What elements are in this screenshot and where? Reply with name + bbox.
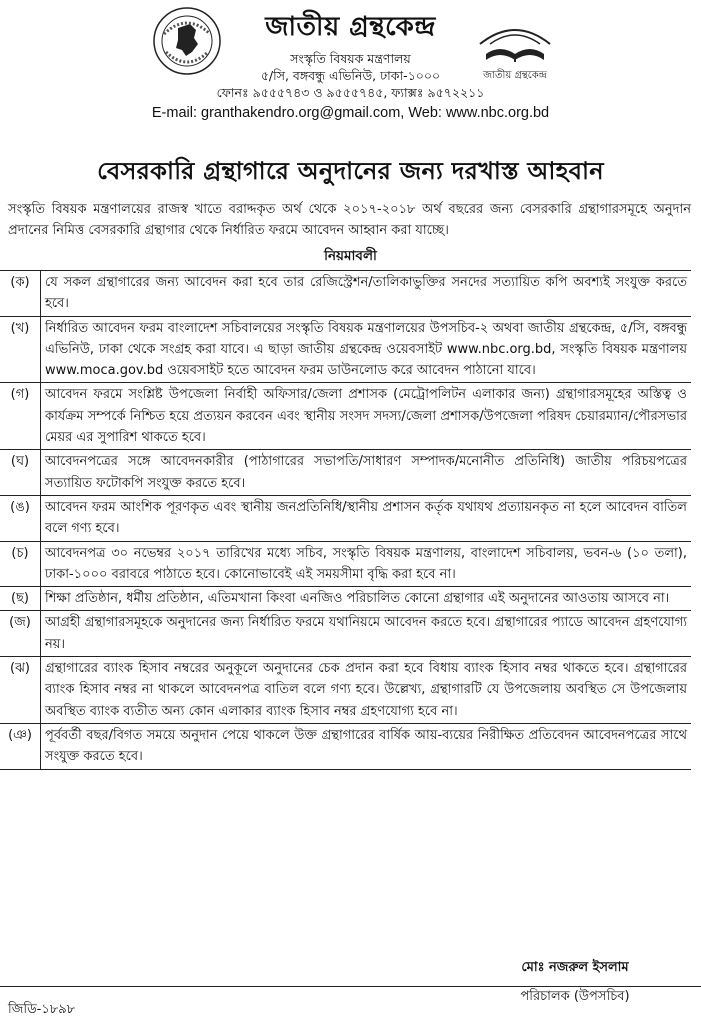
rule-number: (জ)	[9, 615, 31, 631]
signer-title: পরিচালক (উপসচিব)	[520, 989, 630, 1004]
rule-number: (ঘ)	[10, 454, 30, 470]
rule-text: গ্রন্থাগারের ব্যাংক হিসাব নম্বরের অনুকূলে অনুদানের চেক প্রদান করা হবে বিধায় ব্যাংক হিসাব নম্বর থাকতে হবে। গ্রন্থাগারের ব্যাংক হিসাব নম্বর না থাকলে আবেদনপত্র বাতিল বলে গণ্য হবে। উল্লেখ্য, গ্রন্থাগারটি যে উপজেলায় অবস্থিত সে উপজেলায় অবস্থিত ব্যাংক ব্যতীত অন্য কোন এলাকার ব্যাংক হিসাব নম্বর গ্রহণযোগ্য হবে না।	[40, 657, 691, 723]
rule-text: শিক্ষা প্রতিষ্ঠান, ধর্মীয় প্রতিষ্ঠান, এতিমখানা কিংবা এনজিও পরিচালিত কোনো গ্রন্থাগার এই অনুদানের আওতায় আসবে না।	[40, 587, 691, 610]
rule-number: (ঙ)	[10, 499, 30, 515]
rule-number: (চ)	[11, 545, 29, 561]
footer-divider	[0, 986, 701, 987]
rule-text: আগ্রহী গ্রন্থাগারসমূহকে অনুদানের জন্য নির্ধারিত ফরমে যথানিয়মে আবেদন করতে হবে। গ্রন্থাগারের প্যাডে আবেদন গ্রহণযোগ্য নয়।	[40, 611, 691, 656]
rule-text: আবেদনপত্রের সঙ্গে আবেদনকারীর (পাঠাগারের সভাপতি/সাধারণ সম্পাদক/মনোনীত প্রতিনিধি) জাতীয় পরিচয়পত্রের সত্যায়িত ফটোকপি সংযুক্ত করতে হবে।	[40, 450, 691, 495]
signature-block	[475, 958, 675, 1008]
government-seal-icon	[152, 6, 222, 76]
rule-number: (ছ)	[10, 591, 30, 607]
rule-number: (ক)	[10, 275, 30, 290]
rules-heading: নিয়মাবলী	[324, 248, 377, 264]
email-web: E-mail: granthakendro.org@gmail.com, Web: www.nbc.org.bd	[151, 105, 550, 121]
org-name: জাতীয় গ্রন্থকেন্দ্র	[265, 12, 436, 42]
rule-row	[0, 383, 691, 450]
rule-text: নির্ধারিত আবেদন ফরম বাংলাদেশ সচিবালয়ের সংস্কৃতি বিষয়ক মন্ত্রণালয়ের উপসচিব-২ অথবা জাতীয় গ্রন্থকেন্দ্র, ৫/সি, বঙ্গবন্ধু এভিনিউ, ঢাকা থেকে সংগ্রহ করা যাবে। এ ছাড়া জাতীয় গ্রন্থকেন্দ্র ওয়েবসাইট www.nbc.org.bd, সংস্কৃতি বিষয়ক মন্ত্রণালয় www.moca.gov.bd ওয়েবসাইট হতে আবেদন ফরম ডাউনলোড করে আবেদন পাঠানো যাবে।	[40, 317, 691, 383]
rule-row	[0, 724, 691, 770]
rule-number: (ঝ)	[10, 661, 30, 677]
phone-fax: ফোনঃ ৯৫৫৫৭৪৩ ও ৯৫৫৫৭৪৫, ফ্যাক্সঃ ৯৫৭২২১১	[216, 85, 485, 100]
notice-title: বেসরকারি গ্রন্থাগারে অনুদানের জন্য দরখাস্ত আহবান	[97, 157, 604, 185]
book-logo-icon	[470, 10, 560, 84]
signer-name: মোঃ নজরুল ইসলাম	[521, 960, 629, 975]
logo-caption: জাতীয় গ্রন্থকেন্দ্র	[483, 70, 547, 81]
gd-reference: জিডি-১৮৯৮	[8, 1002, 76, 1017]
rule-row	[0, 587, 691, 611]
rule-text: পূর্ববর্তী বছর/বিগত সময়ে অনুদান পেয়ে থাকলে উক্ত গ্রন্থাগারের বার্ষিক আয়-ব্যয়ের নিরীক্ষিত প্রতিবেদন আবেদনপত্রের সাথে সংযুক্ত করতে হবে।	[40, 724, 691, 769]
rule-text: আবেদন ফরমে সংশ্লিষ্ট উপজেলা নির্বাহী অফিসার/জেলা প্রশাসক (মেট্রোপলিটন এলাকার জন্য) গ্রন্থাগারসমূহের অস্তিত্ব ও কার্যক্রম সম্পর্কে নিশ্চিত হয়ে প্রত্যয়ন করবেন এবং স্থানীয় সংসদ সদস্য/জেলা প্রশাসক/উপজেলা পরিষদ চেয়ারম্যান/পৌরসভার মেয়র এর সুপারিশ থাকতে হবে।	[40, 383, 691, 449]
rule-number: (খ)	[10, 320, 30, 336]
rule-row	[0, 271, 691, 317]
rule-text: আবেদন ফরম আংশিক পূরণকৃত এবং স্থানীয় জনপ্রতিনিধি/স্থানীয় প্রশাসন কর্তৃক যথাযথ প্রত্যায়নকৃত না হলে আবেদন বাতিল বলে গণ্য হবে।	[40, 496, 691, 541]
ministry-name: সংস্কৃতি বিষয়ক মন্ত্রণালয়	[290, 51, 411, 66]
rule-row	[0, 611, 691, 657]
rule-row	[0, 542, 691, 588]
rule-row	[0, 496, 691, 542]
rule-text: আবেদনপত্র ৩০ নভেম্বর ২০১৭ তারিখের মধ্যে সচিব, সংস্কৃতি বিষয়ক মন্ত্রণালয়, বাংলাদেশ সচিবালয়, ভবন-৬ (১০ তলা), ঢাকা-১০০০ বরাবরে পাঠাতে হবে। কোনোভাবেই এই সময়সীমা বৃদ্ধি করা হবে না।	[40, 542, 691, 587]
letterhead	[0, 0, 701, 150]
rule-row	[0, 450, 691, 496]
intro-paragraph: সংস্কৃতি বিষয়ক মন্ত্রণালয়ের রাজস্ব খাতে বরাদ্দকৃত অর্থ থেকে ২০১৭-২০১৮ অর্থ বছরের জন্য বেসরকারি গ্রন্থাগারসমূহে অনুদান প্রদানের নিমিত্ত বেসরকারি গ্রন্থাগার থেকে নির্ধারিত ফরমে আবেদন আহ্বান করা যাচ্ছে।	[8, 202, 691, 238]
rule-row	[0, 317, 691, 384]
address: ৫/সি, বঙ্গবন্ধু এভিনিউ, ঢাকা-১০০০	[260, 68, 441, 83]
rule-text: যে সকল গ্রন্থাগারের জন্য আবেদন করা হবে তার রেজিস্ট্রেশন/তালিকাভুক্তির সনদের সত্যায়িত কপি অবশ্যই সংযুক্ত করতে হবে।	[40, 271, 691, 316]
rule-row	[0, 657, 691, 724]
rule-number: (ঞ)	[8, 727, 32, 743]
rules-table	[0, 270, 691, 770]
rule-number: (গ)	[10, 387, 30, 403]
